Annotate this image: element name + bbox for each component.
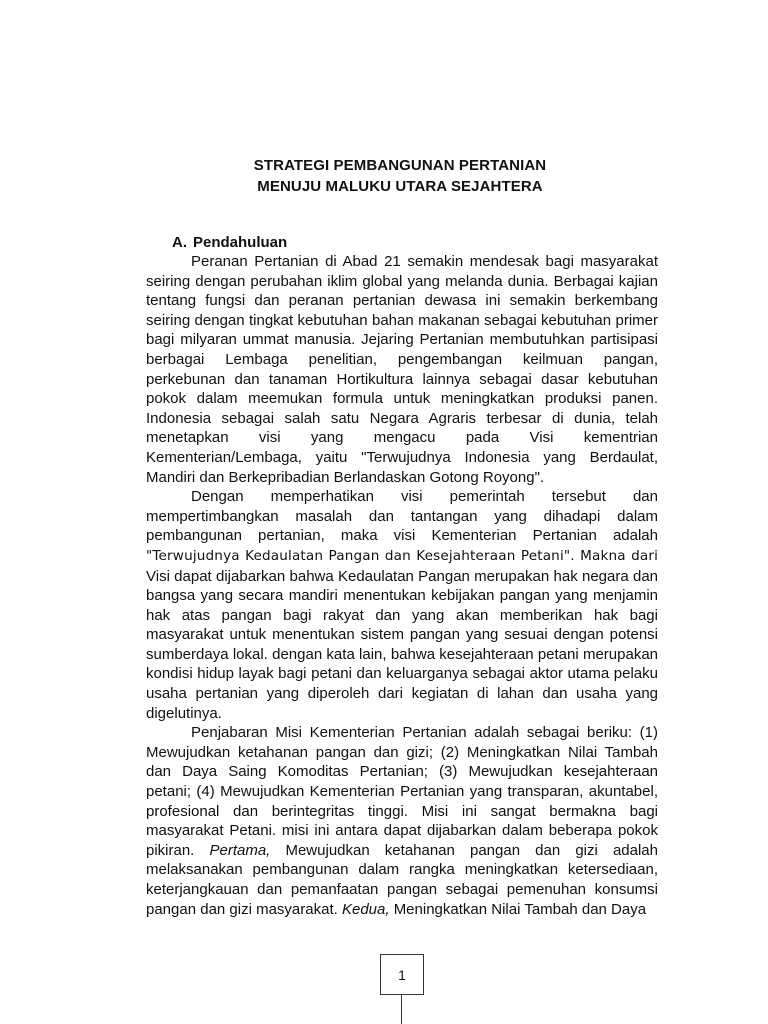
paragraph-2-end: Visi dapat dijabarkan bahwa Kedaulatan Pangan merupakan hak negara dan bangsa yang secara mandiri menentukan kebijakan pangan yang menjamin hak atas pangan bagi rakyat dan yang akan memberikan hak bagi masyarakat untuk menentukan sistem pangan yang sesuai dengan potensi sumberdaya lokal. dengan kata lain, bahwa kesejahteraan petani merupakan kondisi hidup layak bagi petani dan keluarganya sebagai aktor utama pelaku usaha pertanian yang diperoleh dari kegiatan di lahan dan usaha yang digelutinya. xyxy=(146,567,658,722)
body-text xyxy=(146,252,658,919)
paragraph-2 xyxy=(146,487,658,723)
kedua-term: Kedua, xyxy=(341,900,390,918)
section-title: Pendahuluan xyxy=(193,234,288,251)
page-number-connector-line xyxy=(401,995,402,1024)
pertama-term: Pertama, xyxy=(209,841,271,859)
paragraph-1: Peranan Pertanian di Abad 21 semakin mendesak bagi masyarakat seiring dengan perubahan iklim global yang melanda dunia. Berbagai kajian tentang fungsi dan peranan pertanian dewasa ini semakin berkembang seiring dengan tingkat kebutuhan bahan makanan sebagai kebutuhan primer bagi milyaran ummat manusia. Jejaring Pertanian membutuhkan partisipasi berbagai Lembaga penelitian, pengembangan keilmuan pangan, perkebunan dan tanaman Hortikultura lainnya sebagai dasar kebutuhan pokok dalam meemukan formula untuk meningkatkan produksi panen. Indonesia sebagai salah satu Negara Agraris terbesar di dunia, telah menetapkan visi yang mengacu pada Visi kementrian Kementerian/Lembaga, yaitu "Terwujudnya Indonesia yang Berdaulat, Mandiri dan Berkepribadian Berlandaskan Gotong Royong". xyxy=(146,253,658,486)
title-line-1: STRATEGI PEMBANGUNAN PERTANIAN xyxy=(253,157,547,174)
title-line-2: MENUJU MALUKU UTARA SEJAHTERA xyxy=(257,178,543,195)
paragraph-3-end: Meningkatkan Nilai Tambah dan Daya xyxy=(393,900,647,918)
paragraph-3-start: Penjabaran Misi Kementerian Pertanian adalah sebagai beriku: (1) Mewujudkan ketahanan pangan dan gizi; (2) Meningkatkan Nilai Tambah dan Daya Saing Komoditas Pertanian; (3) Mewujudkan kesejahteraan petani; (4) Mewujudkan Kementerian Pertanian yang transparan, akuntabel, profesional dan berintegritas tinggi. Misi ini sangat bermakna bagi masyarakat Petani. misi ini antara dapat dijabarkan dalam beberapa pokok pikiran. xyxy=(146,724,658,859)
paragraph-3 xyxy=(146,723,658,919)
page-number: 1 xyxy=(380,954,424,995)
document-title xyxy=(0,155,768,197)
section-heading xyxy=(172,233,287,253)
vision-quote: "Terwujudnya Kedaulatan Pangan dan Kesejahteraan Petani". Makna dari xyxy=(146,547,658,564)
paragraph-3-mid: Mewujudkan ketahanan pangan dan gizi adalah melaksanakan pembangunan dalam rangka meningkatkan ketersediaan, keterjangkauan dan pemanfaatan pangan sebagai pemenuhan konsumsi pangan dan gizi masyarakat. xyxy=(146,841,658,918)
paragraph-2-start: Dengan memperhatikan visi pemerintah tersebut dan mempertimbangkan masalah dan tantangan yang dihadapi dalam pembangunan pertanian, maka visi Kementerian Pertanian adalah xyxy=(146,488,658,545)
section-letter: A. xyxy=(172,234,187,251)
